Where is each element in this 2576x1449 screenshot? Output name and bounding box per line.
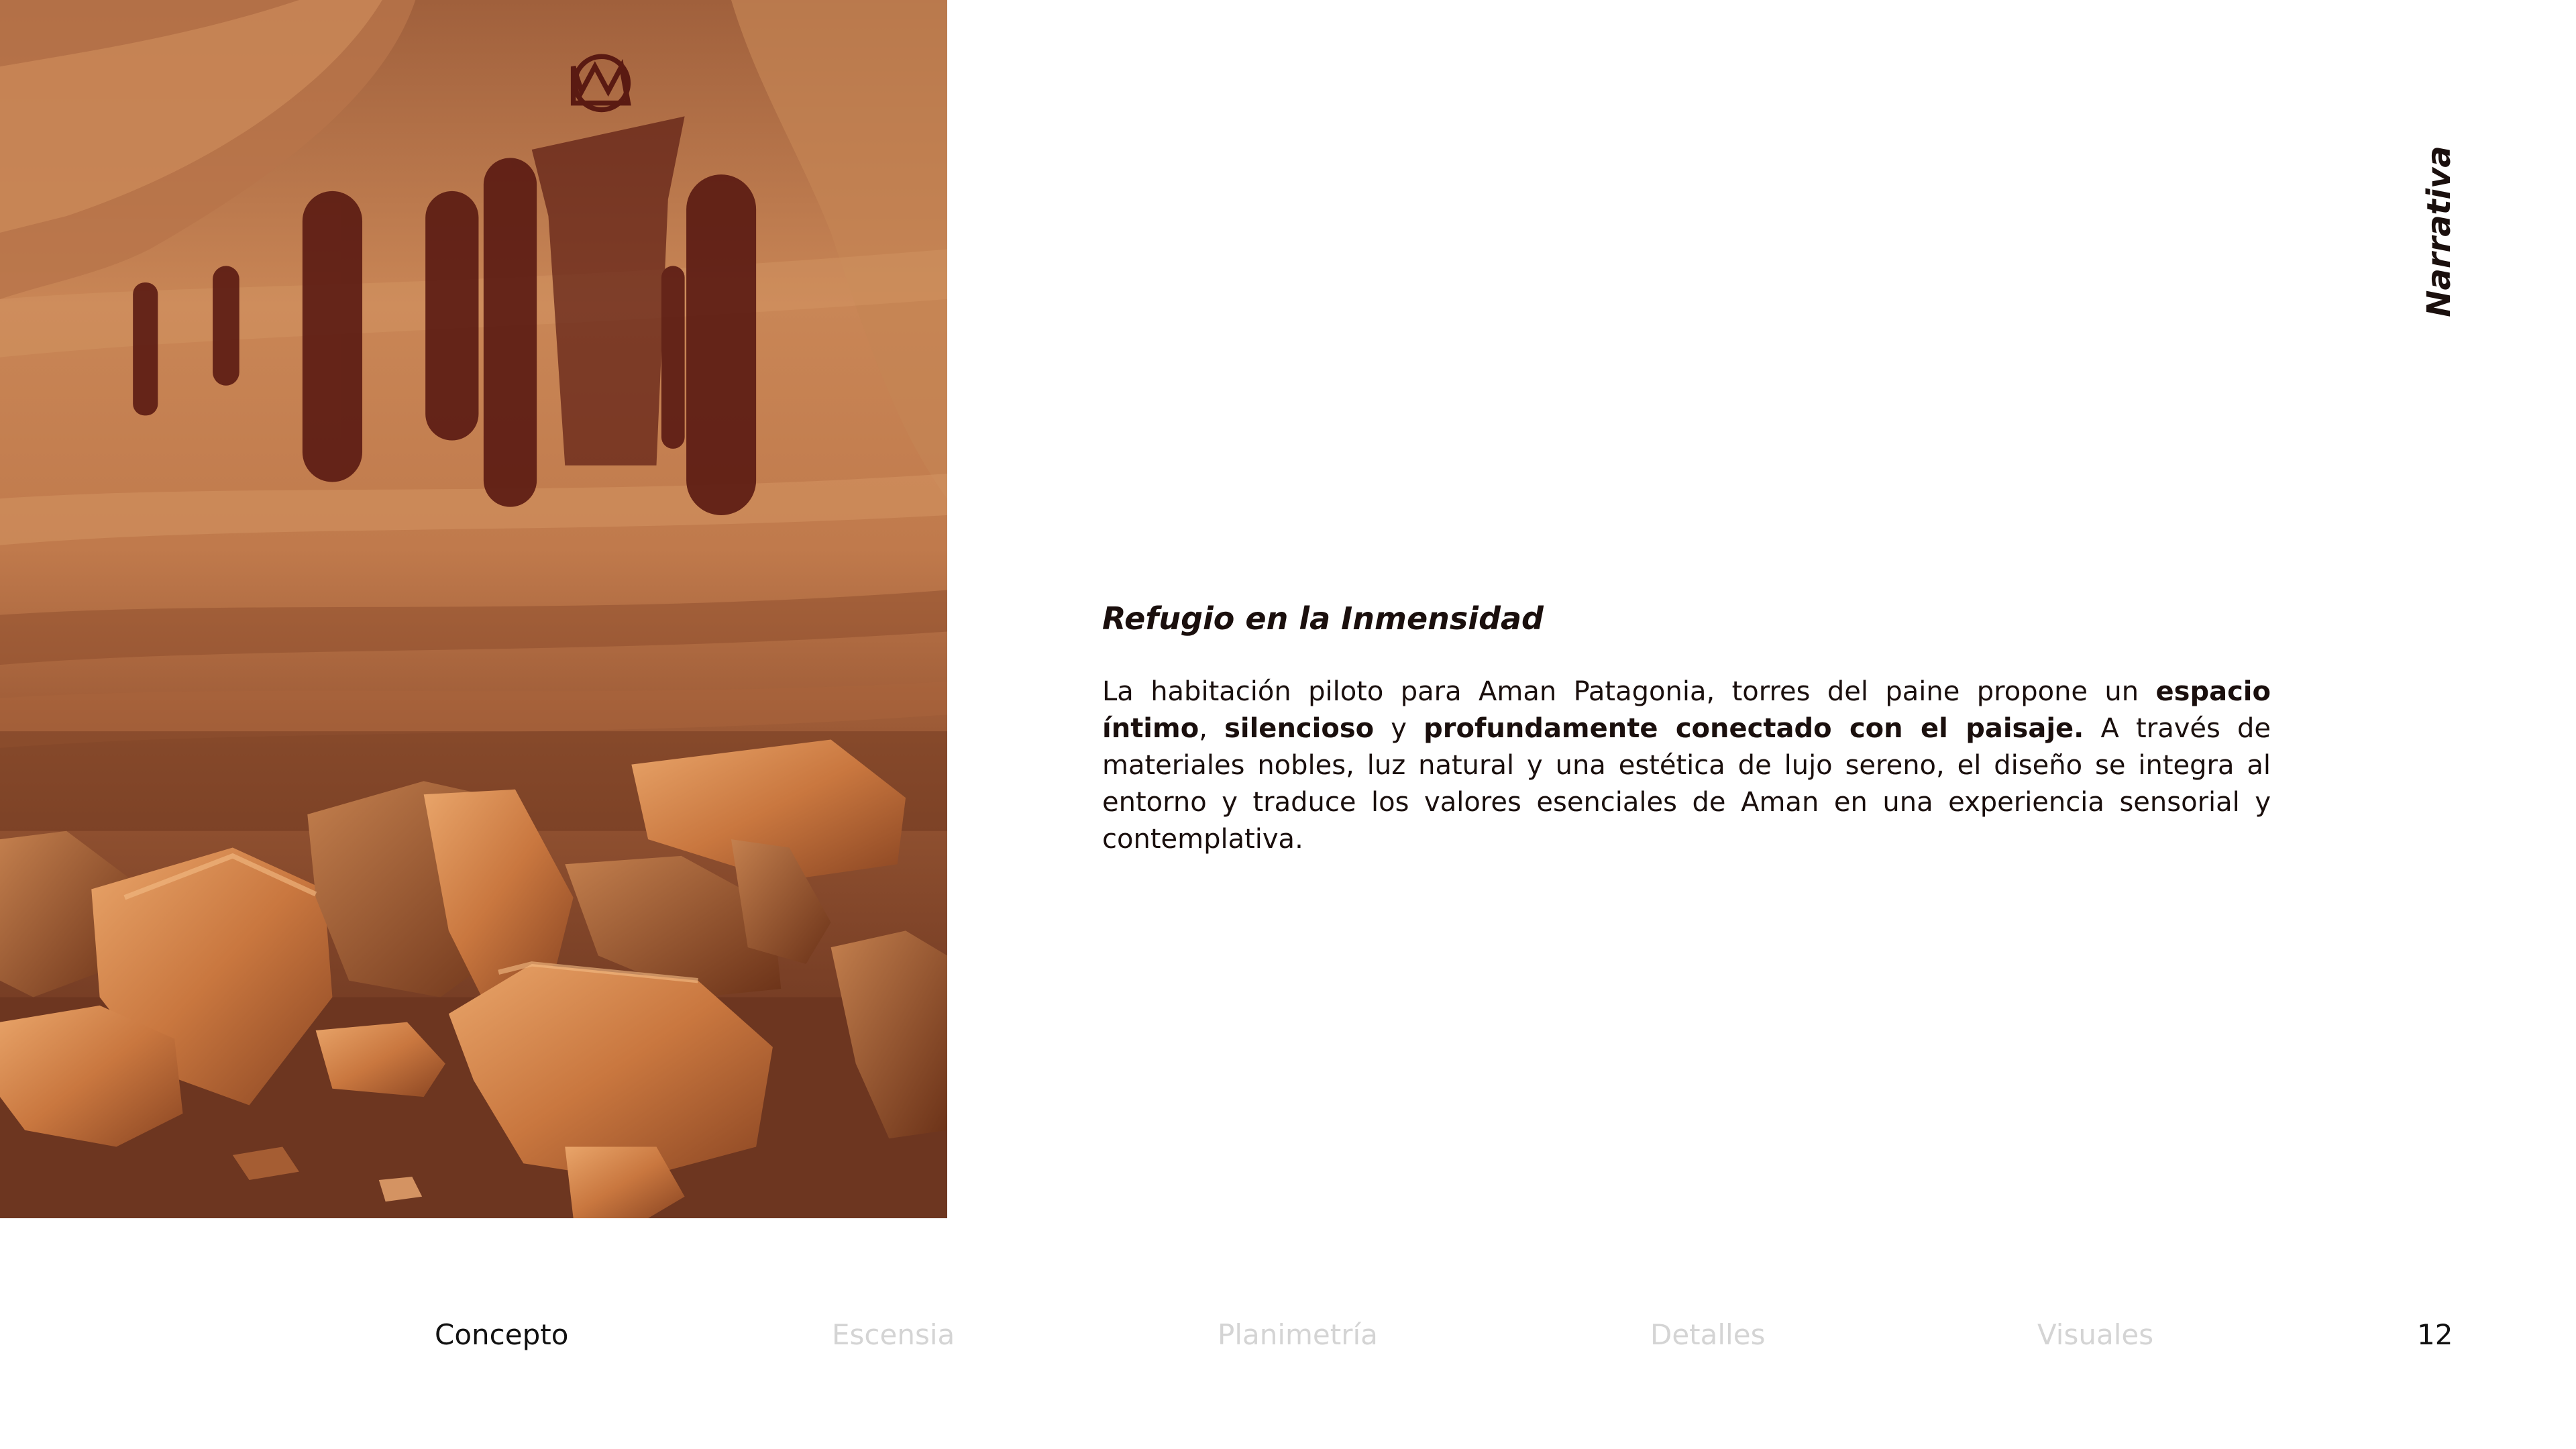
- section-paragraph: [1102, 674, 2271, 858]
- content-block: [1102, 598, 2271, 858]
- rock-art-illustration: [0, 0, 947, 1218]
- nav-item-detalles[interactable]: Detalles: [1650, 1318, 1766, 1351]
- nav-item-visuales[interactable]: Visuales: [2037, 1318, 2154, 1351]
- paragraph-emphasis: profundamente conectado con el paisaje.: [1424, 713, 2084, 744]
- nav-item-escensia[interactable]: Escensia: [832, 1318, 955, 1351]
- section-title: Refugio en la Inmensidad: [1102, 600, 1544, 637]
- paragraph-text: y: [1374, 713, 1424, 744]
- side-label-text: Narrativa: [2420, 146, 2458, 317]
- paragraph-emphasis: silencioso: [1224, 713, 1375, 744]
- paragraph-emphasis: espacio íntimo: [1102, 676, 2271, 744]
- nav-item-concepto[interactable]: Concepto: [435, 1318, 569, 1351]
- paragraph-text: A través de materiales nobles, luz natural y una estética de lujo sereno, el diseño se integra al entorno y traduce los valores esenciales de Aman en una experiencia sensorial y contemplativa.: [1102, 713, 2271, 855]
- page-number: 12: [2417, 1318, 2453, 1351]
- paragraph-text: ,: [1199, 713, 1225, 744]
- side-label: [2412, 148, 2466, 315]
- paragraph-text: La habitación piloto para Aman Patagonia, torres del paine propone un: [1102, 676, 2156, 707]
- rock-art-photo: [0, 0, 947, 1218]
- nav-item-planimetria[interactable]: Planimetría: [1218, 1318, 1378, 1351]
